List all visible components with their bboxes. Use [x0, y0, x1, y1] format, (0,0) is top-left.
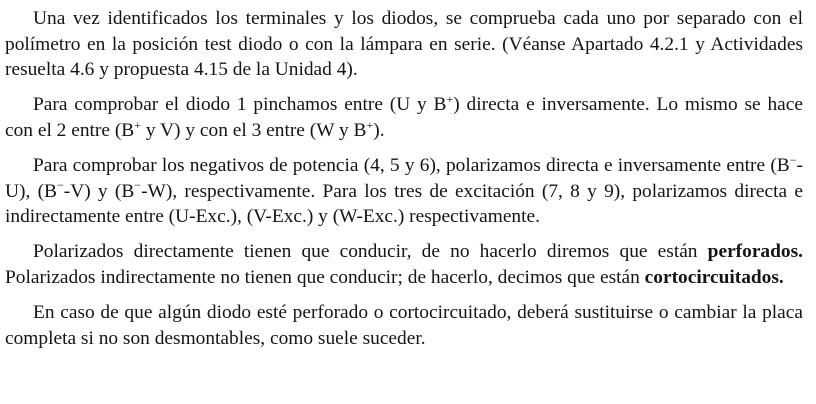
superscript-plus: +	[134, 117, 142, 132]
bold-term-perforados: perforados.	[707, 241, 803, 263]
paragraph-identification	[5, 6, 803, 83]
paragraph-replacement	[5, 300, 803, 351]
text-run: -U), (B	[5, 154, 803, 202]
text-run: -V) y (B	[63, 180, 135, 202]
paragraph-negatives-check	[5, 153, 803, 230]
superscript-plus: +	[366, 117, 374, 132]
superscript-minus: −	[789, 152, 797, 167]
paragraph-polarization	[5, 239, 803, 290]
text-run: ).	[373, 119, 385, 141]
text-run: Polarizados indirectamente no tienen que conducir; de hacerlo, decimos que están	[5, 266, 645, 288]
text-run: Para comprobar el diodo 1 pinchamos entre (U y B	[33, 94, 447, 116]
text-run: Para comprobar los negativos de potencia (4, 5 y 6), polarizamos directa e inversamente entre (B	[33, 154, 790, 176]
superscript-minus: −	[56, 178, 64, 193]
superscript-plus: +	[446, 92, 454, 107]
text-run: Polarizados directamente tienen que conducir, de no hacerlo diremos que están	[33, 241, 708, 263]
document-page	[5, 6, 803, 351]
text-run: -W), respectivamente. Para los tres de excitación (7, 8 y 9), polarizamos directa e indirectamente entre (U-Exc.), (V-Exc.) y (W-Exc.) respectivamente.	[5, 180, 803, 228]
text-run: ) directa e inversamente. Lo mismo se hace con el 2 entre (B	[5, 94, 803, 141]
text-run: y V) y con el 3 entre (W y B	[141, 119, 367, 141]
paragraph-diode-check	[5, 92, 803, 143]
paragraph-text: Una vez identificados los terminales y los diodos, se comprueba cada uno por separado con el polímetro en la posición test diodo o con la lámpara en serie. (Véanse Apartado 4.2.1 y Actividades resuelta 4.6 y propuesta 4.15 de la Unidad 4).	[5, 8, 803, 81]
paragraph-text: En caso de que algún diodo esté perforado o cortocircuitado, deberá sustituirse o cambiar la placa completa si no son desmontables, como suele suceder.	[5, 301, 803, 349]
superscript-minus: −	[134, 178, 142, 193]
bold-term-cortocircuitados: cortocircuitados.	[644, 266, 784, 288]
